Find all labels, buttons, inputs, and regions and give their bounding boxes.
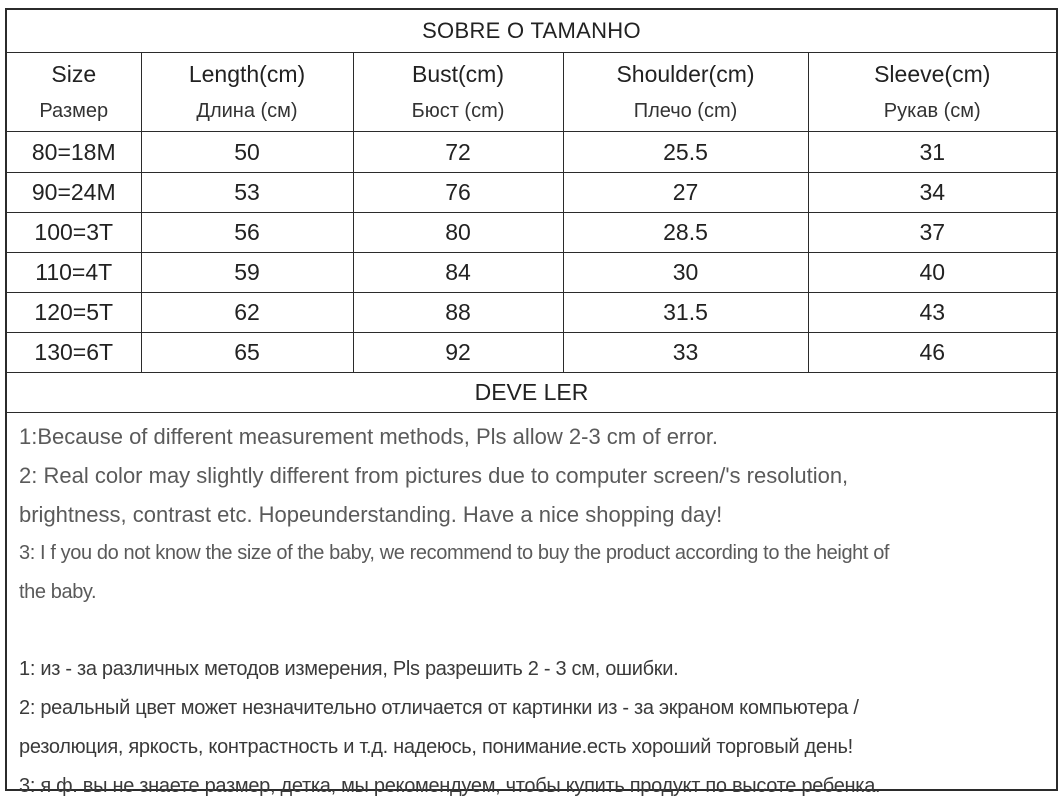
shoulder-cell: 33 bbox=[563, 333, 808, 373]
table-row bbox=[7, 293, 1056, 333]
note-line-en: the baby. bbox=[19, 581, 97, 603]
shoulder-cell: 31.5 bbox=[563, 293, 808, 333]
size-cell: 130=6T bbox=[7, 333, 141, 373]
bust-cell: 76 bbox=[353, 173, 563, 213]
notes-section-title: DEVE LER bbox=[7, 373, 1056, 413]
notes-spacer bbox=[19, 612, 1056, 650]
size-cell: 100=3T bbox=[7, 213, 141, 253]
table-row bbox=[7, 213, 1056, 253]
note-line-en: 2: Real color may slightly different from pictures due to computer screen/'s resolution, bbox=[19, 463, 849, 488]
shoulder-cell: 25.5 bbox=[563, 132, 808, 173]
header-label-en: Sleeve(cm) bbox=[874, 61, 991, 87]
column-header-shoulder bbox=[563, 53, 808, 132]
notes-block bbox=[7, 413, 1056, 806]
sleeve-cell: 46 bbox=[808, 333, 1056, 373]
size-cell: 80=18M bbox=[7, 132, 141, 173]
size-chart-sheet bbox=[5, 8, 1058, 797]
length-cell: 53 bbox=[141, 173, 353, 213]
column-header-sleeve bbox=[808, 53, 1056, 132]
header-label-ru: Бюст (cm) bbox=[411, 100, 505, 122]
table-row bbox=[7, 253, 1056, 293]
size-cell: 90=24M bbox=[7, 173, 141, 213]
note-line-ru: 3: я ф. вы не знаете размер, детка, мы рекомендуем, чтобы купить продукт по высоте ребенка. bbox=[19, 775, 881, 797]
header-label-en: Bust(cm) bbox=[412, 61, 504, 87]
header-label-en: Shoulder(cm) bbox=[616, 61, 755, 87]
sleeve-cell: 40 bbox=[808, 253, 1056, 293]
length-cell: 50 bbox=[141, 132, 353, 173]
column-header-size bbox=[7, 53, 141, 132]
sleeve-cell: 31 bbox=[808, 132, 1056, 173]
bust-cell: 92 bbox=[353, 333, 563, 373]
bust-cell: 84 bbox=[353, 253, 563, 293]
length-cell: 65 bbox=[141, 333, 353, 373]
size-cell: 110=4T bbox=[7, 253, 141, 293]
header-label-en: Size bbox=[51, 61, 97, 87]
shoulder-cell: 28.5 bbox=[563, 213, 808, 253]
note-line-ru: резолюция, яркость, контрастность и т.д. надеюсь, понимание.есть хороший торговый день! bbox=[19, 736, 853, 758]
header-label-ru: Длина (см) bbox=[196, 100, 298, 122]
size-table bbox=[7, 53, 1056, 373]
length-cell: 59 bbox=[141, 253, 353, 293]
table-row bbox=[7, 333, 1056, 373]
note-line-en: brightness, contrast etc. Hopeunderstanding. Have a nice shopping day! bbox=[19, 502, 723, 527]
bust-cell: 88 bbox=[353, 293, 563, 333]
size-cell: 120=5T bbox=[7, 293, 141, 333]
column-header-length bbox=[141, 53, 353, 132]
shoulder-cell: 27 bbox=[563, 173, 808, 213]
table-row bbox=[7, 173, 1056, 213]
header-label-en: Length(cm) bbox=[188, 61, 306, 87]
header-label-ru: Рукав (см) bbox=[883, 100, 981, 122]
table-row bbox=[7, 132, 1056, 173]
table-header-row bbox=[7, 53, 1056, 132]
shoulder-cell: 30 bbox=[563, 253, 808, 293]
bust-cell: 80 bbox=[353, 213, 563, 253]
note-line-ru: 2: реальный цвет может незначительно отличается от картинки из - за экраном компьютера / bbox=[19, 697, 859, 719]
sleeve-cell: 37 bbox=[808, 213, 1056, 253]
size-section-title: SOBRE O TAMANHO bbox=[7, 10, 1056, 53]
note-line-en: 3: I f you do not know the size of the baby, we recommend to buy the product according to the height of bbox=[19, 542, 890, 564]
length-cell: 62 bbox=[141, 293, 353, 333]
note-line-ru: 1: из - за различных методов измерения, Pls разрешить 2 - 3 см, ошибки. bbox=[19, 658, 679, 680]
bust-cell: 72 bbox=[353, 132, 563, 173]
column-header-bust bbox=[353, 53, 563, 132]
sleeve-cell: 43 bbox=[808, 293, 1056, 333]
length-cell: 56 bbox=[141, 213, 353, 253]
header-label-ru: Плечо (cm) bbox=[633, 100, 738, 122]
header-label-ru: Размер bbox=[39, 100, 109, 122]
sleeve-cell: 34 bbox=[808, 173, 1056, 213]
note-line-en: 1:Because of different measurement methods, Pls allow 2-3 cm of error. bbox=[19, 424, 719, 449]
